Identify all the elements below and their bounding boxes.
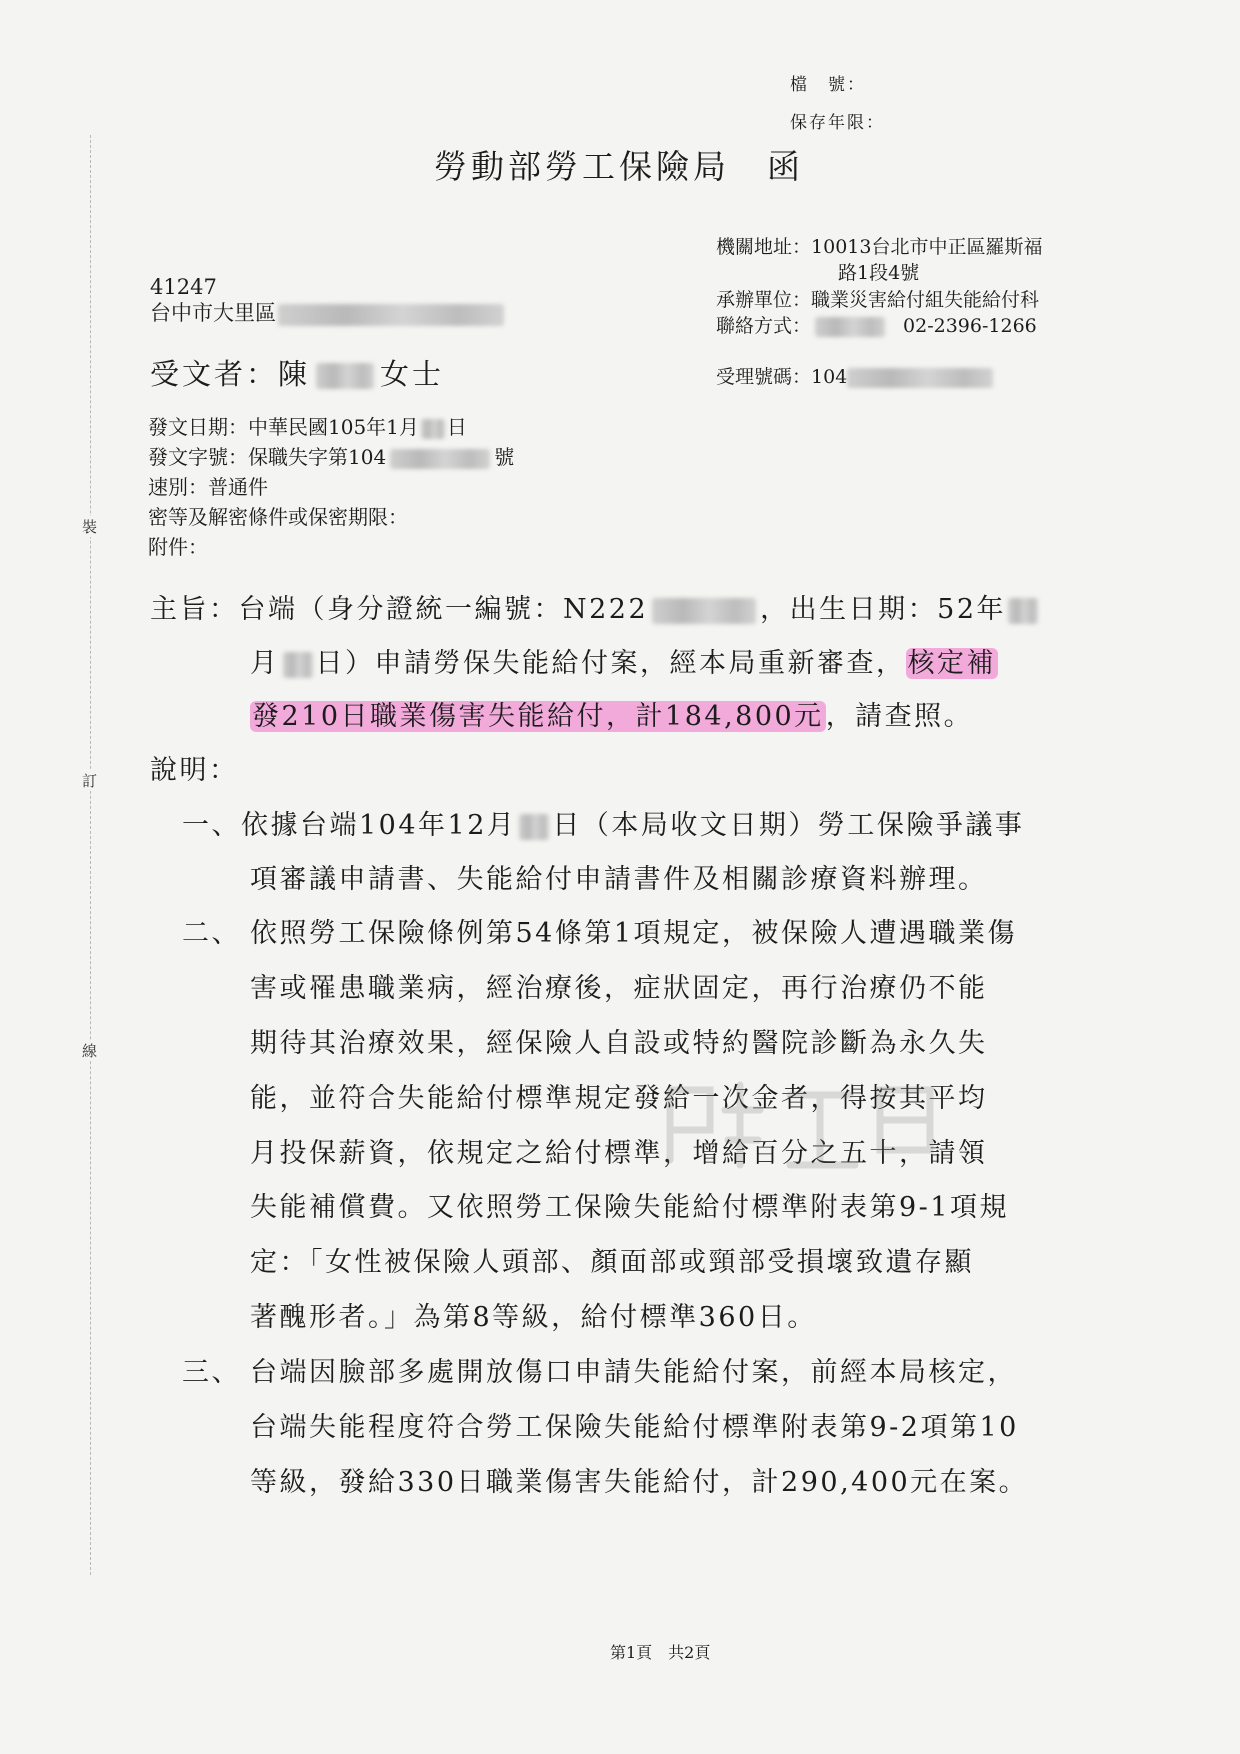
item-2-line-1: 依照勞工保險條例第54條第1項規定，被保險人遭遇職業傷 <box>250 918 1018 949</box>
dispatch-date-label: 發文日期： <box>148 415 248 439</box>
postal-code: 41247 <box>150 275 217 299</box>
item-2-line-7: 定：「女性被保險人頭部、顏面部或頸部受損壞致遺存顯 <box>250 1247 974 1278</box>
item-1-text-b: 日（本局收文日期）勞工保險爭議事 <box>552 810 1025 841</box>
subject-line-1 <box>150 587 1038 626</box>
contact-label: 聯絡方式： <box>716 315 812 337</box>
attachment-label: 附件： <box>148 535 208 559</box>
dispatch-ref-suffix: 號 <box>494 445 515 469</box>
contact-info <box>716 313 1037 339</box>
case-no-prefix: 104 <box>811 366 848 388</box>
dispatch-date <box>148 412 467 442</box>
case-number <box>716 364 993 390</box>
redacted-contact-name <box>815 317 885 337</box>
redacted-birth-day <box>283 652 313 678</box>
unit-label: 承辦單位： <box>716 289 812 311</box>
item-3-line-1: 台端因臉部多處開放傷口申請失能給付案，前經本局核定， <box>250 1357 1017 1388</box>
recipient-line <box>150 352 444 393</box>
item-3-line-3: 等級，發給330日職業傷害失能給付，計290,400元在案。 <box>250 1467 1029 1498</box>
address-label: 機關地址： <box>716 236 812 258</box>
explanation-item-1-line-2: 項審議申請書、失能給付申請書件及相關診療資料辦理。 <box>250 864 988 895</box>
subject-highlight-2: 發210日職業傷害失能給付，計184,800元 <box>252 701 824 732</box>
redacted-id-number <box>652 598 756 624</box>
item-2-line-5: 月投保薪資，依規定之給付標準，增給百分之五十，請領 <box>250 1138 988 1169</box>
document-title: 勞動部勞工保險局 函 <box>434 147 804 186</box>
redacted-day <box>421 419 445 439</box>
recipient-address <box>150 300 504 327</box>
subject-line-2 <box>250 641 998 680</box>
item-3-number: 三、 <box>182 1357 241 1388</box>
redacted-birth-month <box>1008 598 1038 624</box>
agency-address <box>716 234 1042 260</box>
dispatch-ref-label: 發文字號： <box>148 445 248 469</box>
recipient-title: 女士 <box>380 357 445 391</box>
subject-highlight-1: 核定補 <box>907 648 996 679</box>
speed-label: 速別： <box>148 475 208 499</box>
contact-phone: 02-2396-1266 <box>903 315 1037 337</box>
binding-mark-ding: 訂 <box>82 772 98 790</box>
explanation-item-1-line-1 <box>182 803 1024 842</box>
item-1-text-a: 依據台端104年12月 <box>241 810 517 841</box>
item-1-number: 一、 <box>182 810 241 841</box>
subject-text-3: ，請查照。 <box>825 701 974 732</box>
file-number-label: 檔 號： <box>790 75 866 95</box>
subject-line-3 <box>250 694 973 733</box>
explanation-label: 說明： <box>150 755 239 786</box>
seal-stamp-mark <box>650 1070 950 1180</box>
item-2-line-6: 失能補償費。又依照勞工保險失能給付標準附表第9-1項規 <box>250 1192 1009 1223</box>
item-2-line-8: 著醜形者。」為第8等級，給付標準360日。 <box>250 1302 817 1333</box>
item-3-line-2: 台端失能程度符合勞工保險失能給付標準附表第9-2項第10 <box>250 1412 1019 1443</box>
subject-text-2b: 日）申請勞保失能給付案，經本局重新審查， <box>315 648 906 679</box>
redacted-case-number <box>847 368 993 388</box>
case-no-label: 受理號碼： <box>716 366 812 388</box>
dispatch-ref <box>148 442 514 472</box>
speed-value: 普通件 <box>208 475 268 499</box>
address-line2: 路1段4號 <box>838 262 920 284</box>
binding-line <box>90 135 91 1575</box>
dispatch-ref-prefix: 保職失字第104 <box>248 445 387 469</box>
binding-mark-zhuang: 裝 <box>82 518 98 536</box>
page-number: 第1頁 共2頁 <box>610 1643 711 1662</box>
recipient-address-text: 台中市大里區 <box>150 301 276 325</box>
redacted-receipt-day <box>519 814 549 840</box>
item-2-line-4: 能，並符合失能給付標準規定發給一次金者，得按其平均 <box>250 1083 988 1114</box>
dispatch-date-prefix: 中華民國105年1月 <box>248 415 419 439</box>
address-line1: 10013台北市中正區羅斯福 <box>811 236 1043 258</box>
redacted-ref-number <box>390 449 490 469</box>
retention-label: 保存年限： <box>790 113 885 133</box>
subject-label: 主旨： <box>150 594 239 625</box>
item-2-line-3: 期待其治療效果，經保險人自設或特約醫院診斷為永久失 <box>250 1028 988 1059</box>
recipient-surname: 陳 <box>278 357 311 391</box>
subject-text-2a: 月 <box>250 648 280 679</box>
dispatch-date-suffix: 日 <box>446 415 467 439</box>
subject-text-1a: 台端（身分證統一編號：N222 <box>238 594 649 625</box>
redacted-given-name <box>316 363 374 389</box>
binding-mark-xian: 線 <box>82 1042 98 1060</box>
subject-text-1b: ，出生日期：52年 <box>760 594 1007 625</box>
dispatch-speed <box>148 472 268 502</box>
item-2-number: 二、 <box>182 918 241 949</box>
redacted-address <box>278 304 504 326</box>
handling-unit <box>716 287 1039 313</box>
recipient-label: 受文者： <box>150 357 279 391</box>
unit-value: 職業災害給付組失能給付科 <box>811 289 1040 311</box>
item-2-line-2: 害或罹患職業病，經治療後，症狀固定，再行治療仍不能 <box>250 973 988 1004</box>
secrecy-label: 密等及解密條件或保密期限： <box>148 505 408 529</box>
